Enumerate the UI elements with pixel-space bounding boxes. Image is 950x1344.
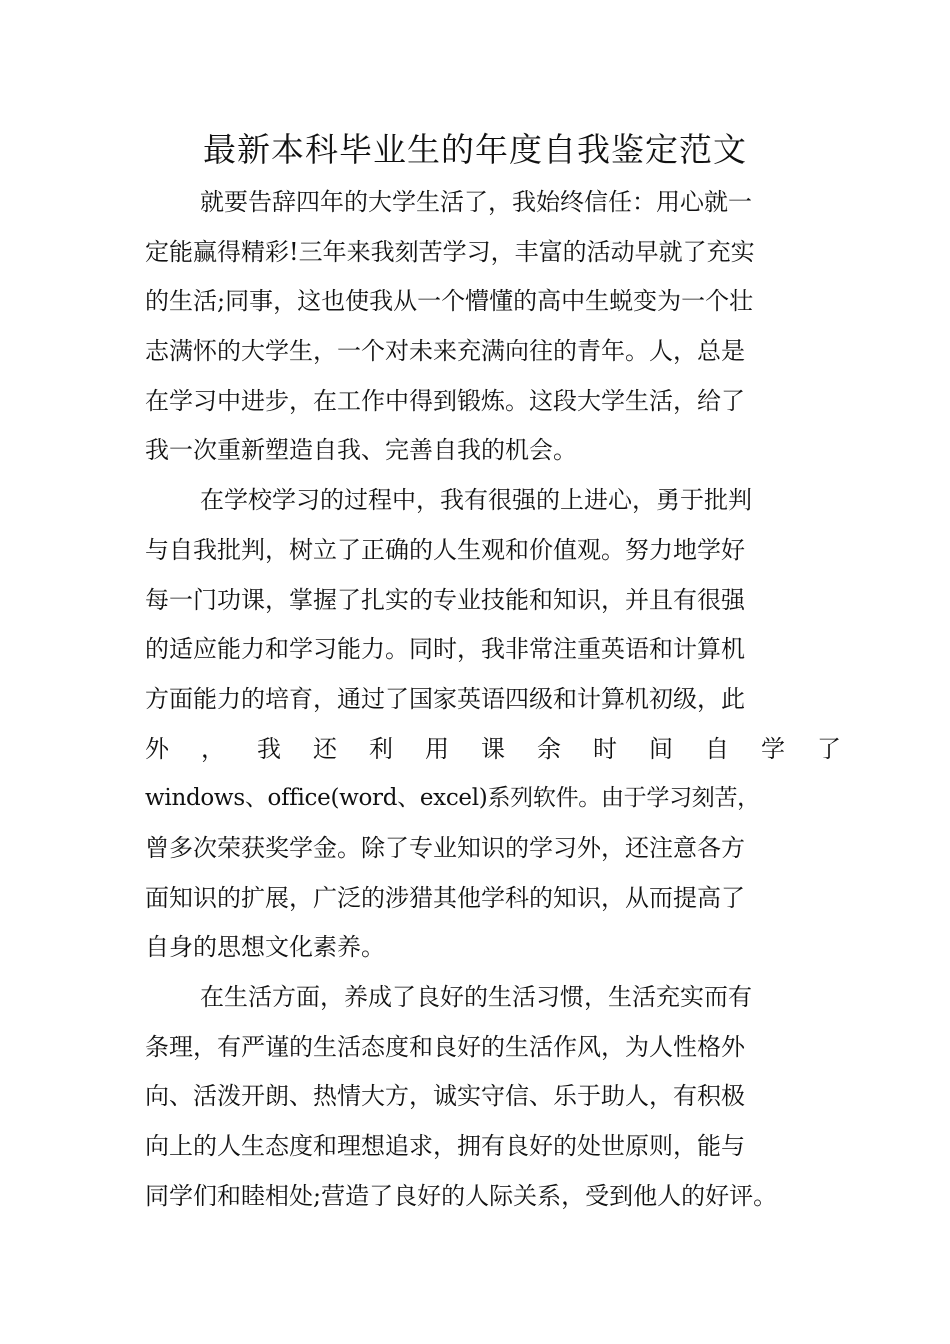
text-line: 的生活;同事，这也使我从一个懵懂的高中生蜕变为一个壮 xyxy=(145,287,754,316)
text-line: 的适应能力和学习能力。同时，我非常注重英语和计算机 xyxy=(145,635,745,664)
text-line: 条理，有严谨的生活态度和良好的生活作风，为人性格外 xyxy=(145,1032,745,1061)
text-line: 向、活泼开朗、热情大方，诚实守信、乐于助人，有积极 xyxy=(145,1082,745,1111)
text-line: 在学校学习的过程中，我有很强的上进心，勇于批判 xyxy=(200,486,752,515)
document-title: 最新本科毕业生的年度自我鉴定范文 xyxy=(203,130,747,169)
text-line: 与自我批判，树立了正确的人生观和价值观。努力地学好 xyxy=(145,535,745,564)
text-line: windows、office(word、excel)系列软件。由于学习刻苦， xyxy=(145,785,760,812)
text-line: 志满怀的大学生，一个对未来充满向往的青年。人，总是 xyxy=(145,337,745,366)
text-line: 定能赢得精彩!三年来我刻苦学习，丰富的活动早就了充实 xyxy=(145,237,755,266)
text-line: 在生活方面，养成了良好的生活习惯，生活充实而有 xyxy=(200,983,752,1011)
text-line: 方面能力的培育，通过了国家英语四级和计算机初级，此 xyxy=(145,684,745,713)
text-line: 面知识的扩展，广泛的涉猎其他学科的知识，从而提高了 xyxy=(145,883,745,912)
text-line: 曾多次荣获奖学金。除了专业知识的学习外，还注意各方 xyxy=(145,833,745,862)
text-line: 就要告辞四年的大学生活了，我始终信任：用心就一 xyxy=(200,188,752,216)
text-line: 同学们和睦相处;营造了良好的人际关系，受到他人的好评。 xyxy=(145,1181,778,1210)
text-line: 我一次重新塑造自我、完善自我的机会。 xyxy=(145,436,577,465)
document-body xyxy=(145,178,873,1221)
text-line: 在学习中进步，在工作中得到锻炼。这段大学生活，给了 xyxy=(145,386,745,415)
text-line-justified: 外，我还利用课余时间自学了 xyxy=(145,734,873,763)
text-line: 每一门功课，掌握了扎实的专业技能和知识，并且有很强 xyxy=(145,585,745,614)
text-line: 自身的思想文化素养。 xyxy=(145,933,385,962)
text-line: 向上的人生态度和理想追求，拥有良好的处世原则，能与 xyxy=(145,1132,745,1161)
